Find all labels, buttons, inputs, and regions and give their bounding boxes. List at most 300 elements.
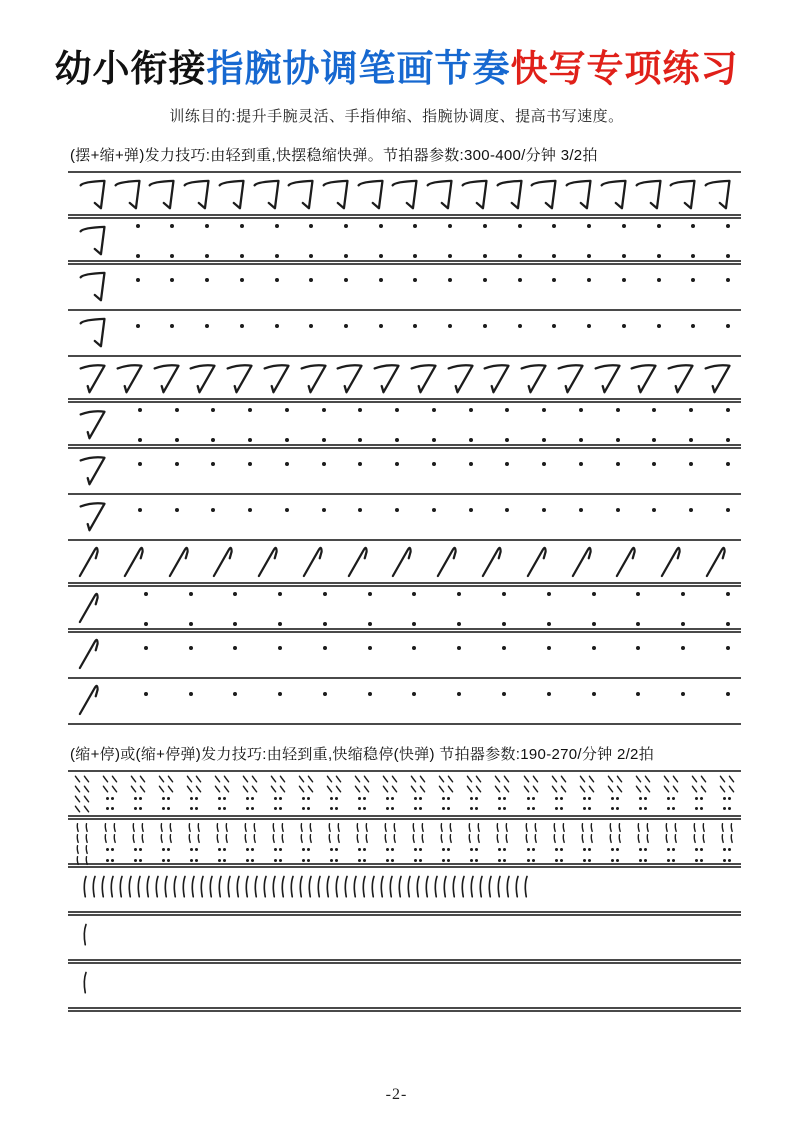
guide-dot xyxy=(323,646,327,650)
guide-dot xyxy=(583,859,586,862)
guide-dot xyxy=(175,438,179,442)
stroke-pair xyxy=(607,833,623,844)
stroke-pair xyxy=(551,833,567,844)
guide-dot xyxy=(170,224,174,228)
guide-dot xyxy=(307,848,310,851)
stroke-pair xyxy=(326,774,342,784)
dot-column xyxy=(686,451,696,466)
guide-dot xyxy=(448,254,452,258)
guide-dot xyxy=(246,807,249,810)
guide-dot xyxy=(218,848,221,851)
dot-column xyxy=(480,267,490,282)
shu-dense-stroke-icon xyxy=(233,872,242,902)
guide-dot xyxy=(413,324,417,328)
stroke-pair xyxy=(130,774,146,784)
guide-dot xyxy=(302,848,305,851)
guide-dot xyxy=(278,622,282,626)
guide-dot xyxy=(483,224,487,228)
guide-dot xyxy=(700,848,703,851)
shu-tick-stroke-icon xyxy=(523,833,530,844)
dian-tick-stroke-icon xyxy=(382,774,389,784)
stroke-pair xyxy=(74,794,90,804)
guide-dot xyxy=(672,807,675,810)
guide-dot xyxy=(592,592,596,596)
shu-tick-stroke-icon xyxy=(242,833,249,844)
stroke-practice-row xyxy=(68,173,741,219)
guide-dot xyxy=(552,278,556,282)
shu-tick-stroke-icon xyxy=(83,855,90,866)
guide-dot xyxy=(636,646,640,650)
guide-dot-row xyxy=(68,679,741,725)
dot-column xyxy=(515,224,525,258)
stroke-pair xyxy=(466,859,482,862)
stroke-pair xyxy=(130,807,146,810)
stroke-pair xyxy=(102,797,118,800)
section-2-header: (缩+停)或(缩+停弹)发力技巧:由轻到重,快缩稳停(快弹) 节拍器参数:190-270/分钟 2/2拍 xyxy=(68,739,741,772)
shu-tick-stroke-icon xyxy=(279,822,286,833)
dot-column xyxy=(272,313,282,328)
ti-gou-stroke-icon xyxy=(78,589,106,627)
stroke-pair xyxy=(579,807,595,810)
dot-column xyxy=(589,635,599,650)
guide-dot xyxy=(579,438,583,442)
guide-dot xyxy=(251,848,254,851)
guide-dot xyxy=(588,859,591,862)
dot-column xyxy=(549,313,559,328)
shu-tick-stroke-icon xyxy=(466,833,473,844)
stroke-pair xyxy=(354,833,370,844)
stroke-pair xyxy=(298,774,314,784)
guide-dot xyxy=(218,807,221,810)
guide-dot xyxy=(505,508,509,512)
stroke-pair xyxy=(494,859,510,862)
guide-dot xyxy=(639,797,642,800)
dian-tick-stroke-icon xyxy=(102,774,109,784)
shu-tick-stroke-icon xyxy=(644,822,651,833)
dot-column xyxy=(678,681,688,696)
guide-dot xyxy=(322,408,326,412)
shu-tick-stroke-icon xyxy=(223,833,230,844)
guide-dot xyxy=(218,797,221,800)
heng-pie-stroke-icon xyxy=(556,359,586,399)
guide-dot xyxy=(672,859,675,862)
dot-column xyxy=(429,497,439,512)
dot-column xyxy=(499,635,509,650)
dian-tick-stroke-icon xyxy=(616,774,623,784)
stroke-pair xyxy=(691,807,707,810)
guide-dot xyxy=(275,224,279,228)
shu-dense-stroke-icon xyxy=(449,872,458,902)
dot-column xyxy=(186,681,196,696)
dian-tick-stroke-icon xyxy=(139,774,146,784)
dot-column xyxy=(619,267,629,282)
guide-dot xyxy=(195,848,198,851)
guide-dot xyxy=(233,622,237,626)
shu-dense-stroke-icon xyxy=(350,872,359,902)
stroke-pair xyxy=(523,797,539,800)
shu-dense-stroke-icon xyxy=(134,872,143,902)
guide-dot xyxy=(728,807,731,810)
guide-dot xyxy=(469,408,473,412)
dot-column xyxy=(723,224,733,258)
dian-tick-stroke-icon xyxy=(551,784,558,794)
guide-dot xyxy=(726,462,730,466)
stroke-pair xyxy=(579,859,595,862)
guide-dot-row xyxy=(68,403,741,449)
ti-gou-stroke-icon xyxy=(436,543,464,581)
dot-column xyxy=(649,497,659,512)
guide-dot xyxy=(644,848,647,851)
guide-dot xyxy=(223,859,226,862)
heng-pie-stroke-icon xyxy=(262,359,292,399)
dot-column xyxy=(172,451,182,466)
stroke-pair xyxy=(663,822,679,833)
stroke-pair xyxy=(438,833,454,844)
shu-dense-stroke-icon xyxy=(467,872,476,902)
stroke-pair xyxy=(607,807,623,810)
dot-column xyxy=(282,497,292,512)
stroke-pair xyxy=(410,797,426,800)
shu-tick-stroke-icon xyxy=(363,822,370,833)
shu-dense-stroke-icon xyxy=(323,872,332,902)
shu-tick-stroke-icon xyxy=(410,833,417,844)
guide-dot xyxy=(547,646,551,650)
shu-tick-stroke-icon xyxy=(503,833,510,844)
guide-dot xyxy=(639,807,642,810)
stroke-pair xyxy=(74,774,90,784)
shu-tick-stroke-icon xyxy=(130,822,137,833)
guide-dot xyxy=(700,797,703,800)
guide-dot xyxy=(330,797,333,800)
dot-column xyxy=(619,224,629,258)
guide-dot xyxy=(274,797,277,800)
dian-tick-stroke-icon xyxy=(728,784,735,794)
guide-dot xyxy=(555,797,558,800)
guide-dot xyxy=(386,848,389,851)
guide-dot xyxy=(323,692,327,696)
guide-dot xyxy=(547,592,551,596)
guide-dot xyxy=(175,462,179,466)
shu-dense-stroke-icon xyxy=(341,872,350,902)
stroke-pair xyxy=(691,822,707,833)
guide-dot xyxy=(622,324,626,328)
stroke-pair xyxy=(523,807,539,810)
stroke-pair xyxy=(691,784,707,794)
guide-dot xyxy=(323,622,327,626)
guide-dot xyxy=(279,807,282,810)
guide-dot xyxy=(386,797,389,800)
guide-dot xyxy=(518,254,522,258)
dian-tick-stroke-icon xyxy=(242,784,249,794)
dot-column xyxy=(445,224,455,258)
dian-tick-stroke-icon xyxy=(691,784,698,794)
guide-dot xyxy=(616,848,619,851)
guide-dot xyxy=(414,807,417,810)
dot-column xyxy=(133,267,143,282)
shu-tick-stroke-icon xyxy=(635,833,642,844)
stroke-pair xyxy=(270,807,286,810)
shu-dense-stroke-icon xyxy=(413,872,422,902)
dian-tick-stroke-icon xyxy=(644,784,651,794)
guide-dot xyxy=(330,807,333,810)
guide-dot xyxy=(395,408,399,412)
shu-dense-stroke-icon xyxy=(224,872,233,902)
shu-tick-stroke-icon xyxy=(102,822,109,833)
dian-tick-stroke-icon xyxy=(719,784,726,794)
guide-dot xyxy=(391,807,394,810)
shu-tick-stroke-icon xyxy=(83,833,90,844)
guide-dot xyxy=(358,859,361,862)
shu-tick-stroke-icon xyxy=(588,833,595,844)
shu-dense-stroke-icon xyxy=(260,872,269,902)
dian-tick-stroke-icon xyxy=(111,774,118,784)
dian-tick-stroke-icon xyxy=(326,784,333,794)
dot-column xyxy=(245,451,255,466)
guide-dot xyxy=(447,848,450,851)
guide-dot xyxy=(309,254,313,258)
guide-dot xyxy=(162,859,165,862)
guide-dot xyxy=(136,254,140,258)
dot-column xyxy=(245,408,255,442)
dot-column xyxy=(208,408,218,442)
shu-dense-stroke-icon xyxy=(512,872,521,902)
guide-dot xyxy=(144,692,148,696)
shu-tick-stroke-icon xyxy=(326,833,333,844)
guide-dot xyxy=(138,438,142,442)
guide-dot xyxy=(527,797,530,800)
dot-column xyxy=(654,267,664,282)
guide-dot xyxy=(190,848,193,851)
dian-tick-stroke-icon xyxy=(700,784,707,794)
shu-tick-stroke-icon xyxy=(663,822,670,833)
shu-dense-stroke-icon xyxy=(485,872,494,902)
dot-column xyxy=(230,635,240,650)
dian-tick-stroke-icon xyxy=(532,774,539,784)
guide-dot xyxy=(412,646,416,650)
stroke-pair xyxy=(382,774,398,784)
dot-column xyxy=(686,408,696,442)
tick-pair-row xyxy=(74,784,735,794)
guide-dot xyxy=(358,438,362,442)
guide-dot xyxy=(189,692,193,696)
dot-column xyxy=(410,313,420,328)
dot-column xyxy=(141,592,151,626)
dot-column xyxy=(454,681,464,696)
guide-dot xyxy=(657,324,661,328)
stroke-pair xyxy=(214,848,230,851)
stroke-pair xyxy=(186,848,202,851)
dian-tick-stroke-icon xyxy=(270,774,277,784)
shu-tick-stroke-icon xyxy=(223,822,230,833)
guide-dot xyxy=(723,797,726,800)
heng-zhe-gou-stroke-icon xyxy=(78,175,108,215)
heng-pie-stroke-icon xyxy=(703,359,733,399)
stroke-pair xyxy=(326,848,342,851)
dot-column xyxy=(355,408,365,442)
guide-dot xyxy=(218,859,221,862)
dian-tick-stroke-icon xyxy=(307,774,314,784)
shu-dense-stroke-icon xyxy=(458,872,467,902)
dot-column xyxy=(167,267,177,282)
guide-dot xyxy=(432,462,436,466)
shu-dense-stroke-icon xyxy=(188,872,197,902)
stroke-pair xyxy=(102,859,118,862)
heng-zhe-gou-stroke-icon xyxy=(529,175,559,215)
stroke-pair xyxy=(270,859,286,862)
heng-pie-stroke-icon xyxy=(335,359,365,399)
dian-tick-stroke-icon xyxy=(195,774,202,784)
dot-column xyxy=(320,592,330,626)
dian-tick-stroke-icon xyxy=(503,784,510,794)
stroke-pair xyxy=(410,848,426,851)
guide-dot xyxy=(412,592,416,596)
stroke-pair xyxy=(663,848,679,851)
stroke-pair xyxy=(102,822,118,833)
guide-dot xyxy=(368,646,372,650)
guide-dot xyxy=(278,646,282,650)
practice-content xyxy=(68,140,741,1012)
guide-dot xyxy=(279,859,282,862)
heng-pie-stroke-icon xyxy=(372,359,402,399)
guide-dot xyxy=(442,807,445,810)
heng-pie-stroke-icon xyxy=(115,359,145,399)
shu-tick-stroke-icon xyxy=(616,822,623,833)
guide-dot xyxy=(616,859,619,862)
guide-dot xyxy=(442,848,445,851)
stroke-pair xyxy=(214,822,230,833)
dian-tick-stroke-icon xyxy=(607,774,614,784)
guide-dot-row xyxy=(68,587,741,633)
dot-column xyxy=(186,592,196,626)
guide-dot xyxy=(251,797,254,800)
heng-zhe-gou-stroke-icon xyxy=(356,175,386,215)
stroke-pair xyxy=(438,774,454,784)
stroke-pair xyxy=(130,833,146,844)
guide-dot xyxy=(622,278,626,282)
guide-dot xyxy=(167,859,170,862)
guide-dot xyxy=(189,622,193,626)
shu-dense-stroke-icon xyxy=(386,872,395,902)
stroke-pair xyxy=(466,774,482,784)
tick-pair-row xyxy=(74,822,735,833)
guide-dot xyxy=(302,797,305,800)
dot-column xyxy=(723,497,733,512)
guide-dot xyxy=(726,324,730,328)
shu-tick-stroke-icon xyxy=(551,833,558,844)
guide-dot xyxy=(138,408,142,412)
stroke-pair xyxy=(579,797,595,800)
guide-dot xyxy=(138,462,142,466)
heng-pie-stroke-icon xyxy=(78,497,108,537)
stroke-pair xyxy=(354,797,370,800)
guide-dot xyxy=(323,592,327,596)
guide-dot xyxy=(139,859,142,862)
guide-dot xyxy=(542,508,546,512)
guide-dot xyxy=(527,859,530,862)
guide-dot xyxy=(248,438,252,442)
stroke-pair xyxy=(551,859,567,862)
guide-dot xyxy=(587,324,591,328)
dian-tick-stroke-icon xyxy=(494,784,501,794)
guide-dot xyxy=(285,462,289,466)
dian-tick-stroke-icon xyxy=(279,784,286,794)
dot-line-row xyxy=(68,916,741,964)
guide-dot xyxy=(447,797,450,800)
stroke-pair xyxy=(130,848,146,851)
stroke-pair xyxy=(158,797,174,800)
guide-dot xyxy=(419,797,422,800)
guide-dot xyxy=(587,254,591,258)
guide-dot xyxy=(379,324,383,328)
dian-tick-stroke-icon xyxy=(475,774,482,784)
guide-dot xyxy=(205,324,209,328)
stroke-pair xyxy=(214,774,230,784)
shu-tick-stroke-icon xyxy=(279,833,286,844)
stroke-pair xyxy=(326,784,342,794)
guide-dot xyxy=(448,224,452,228)
shu-tick-stroke-icon xyxy=(438,833,445,844)
stroke-pair xyxy=(494,822,510,833)
shu-tick-stroke-icon xyxy=(214,822,221,833)
guide-dot xyxy=(579,508,583,512)
shu-tick-stroke-icon xyxy=(475,833,482,844)
shu-dense-stroke-icon xyxy=(269,872,278,902)
dot-column xyxy=(208,497,218,512)
guide-dot xyxy=(552,324,556,328)
ti-gou-stroke-icon xyxy=(168,543,196,581)
tick-pair-row xyxy=(74,855,735,866)
shu-tick-stroke-icon xyxy=(186,833,193,844)
guide-dot xyxy=(391,859,394,862)
guide-dot xyxy=(322,508,326,512)
guide-dot xyxy=(414,797,417,800)
guide-dot xyxy=(667,848,670,851)
stroke-pair xyxy=(158,784,174,794)
guide-dot xyxy=(505,462,509,466)
dot-column xyxy=(584,267,594,282)
shu-tick-stroke-icon xyxy=(242,822,249,833)
guide-dot xyxy=(695,848,698,851)
dot-column xyxy=(306,224,316,258)
stroke-pair xyxy=(242,822,258,833)
stroke-pair xyxy=(214,807,230,810)
stroke-pair xyxy=(102,833,118,844)
shu-dense-stroke-icon xyxy=(80,968,89,998)
stroke-pair xyxy=(523,859,539,862)
shu-tick-stroke-icon xyxy=(102,833,109,844)
guide-dot xyxy=(644,797,647,800)
guide-dot xyxy=(457,692,461,696)
guide-dot xyxy=(233,646,237,650)
stroke-pair xyxy=(635,833,651,844)
shu-dense-stroke-icon xyxy=(503,872,512,902)
stroke-pair xyxy=(691,848,707,851)
guide-dot xyxy=(279,797,282,800)
stroke-pair xyxy=(635,822,651,833)
stroke-pair xyxy=(663,833,679,844)
dian-tick-stroke-icon xyxy=(419,774,426,784)
page-title xyxy=(0,50,793,91)
guide-dot xyxy=(307,807,310,810)
guide-dot xyxy=(726,254,730,258)
shu-dense-stroke-icon xyxy=(278,872,287,902)
dot-column xyxy=(230,592,240,626)
dian-tick-stroke-icon xyxy=(298,784,305,794)
guide-dot xyxy=(211,462,215,466)
dian-tick-stroke-icon xyxy=(644,774,651,784)
guide-dot xyxy=(644,807,647,810)
dian-tick-stroke-icon xyxy=(447,774,454,784)
